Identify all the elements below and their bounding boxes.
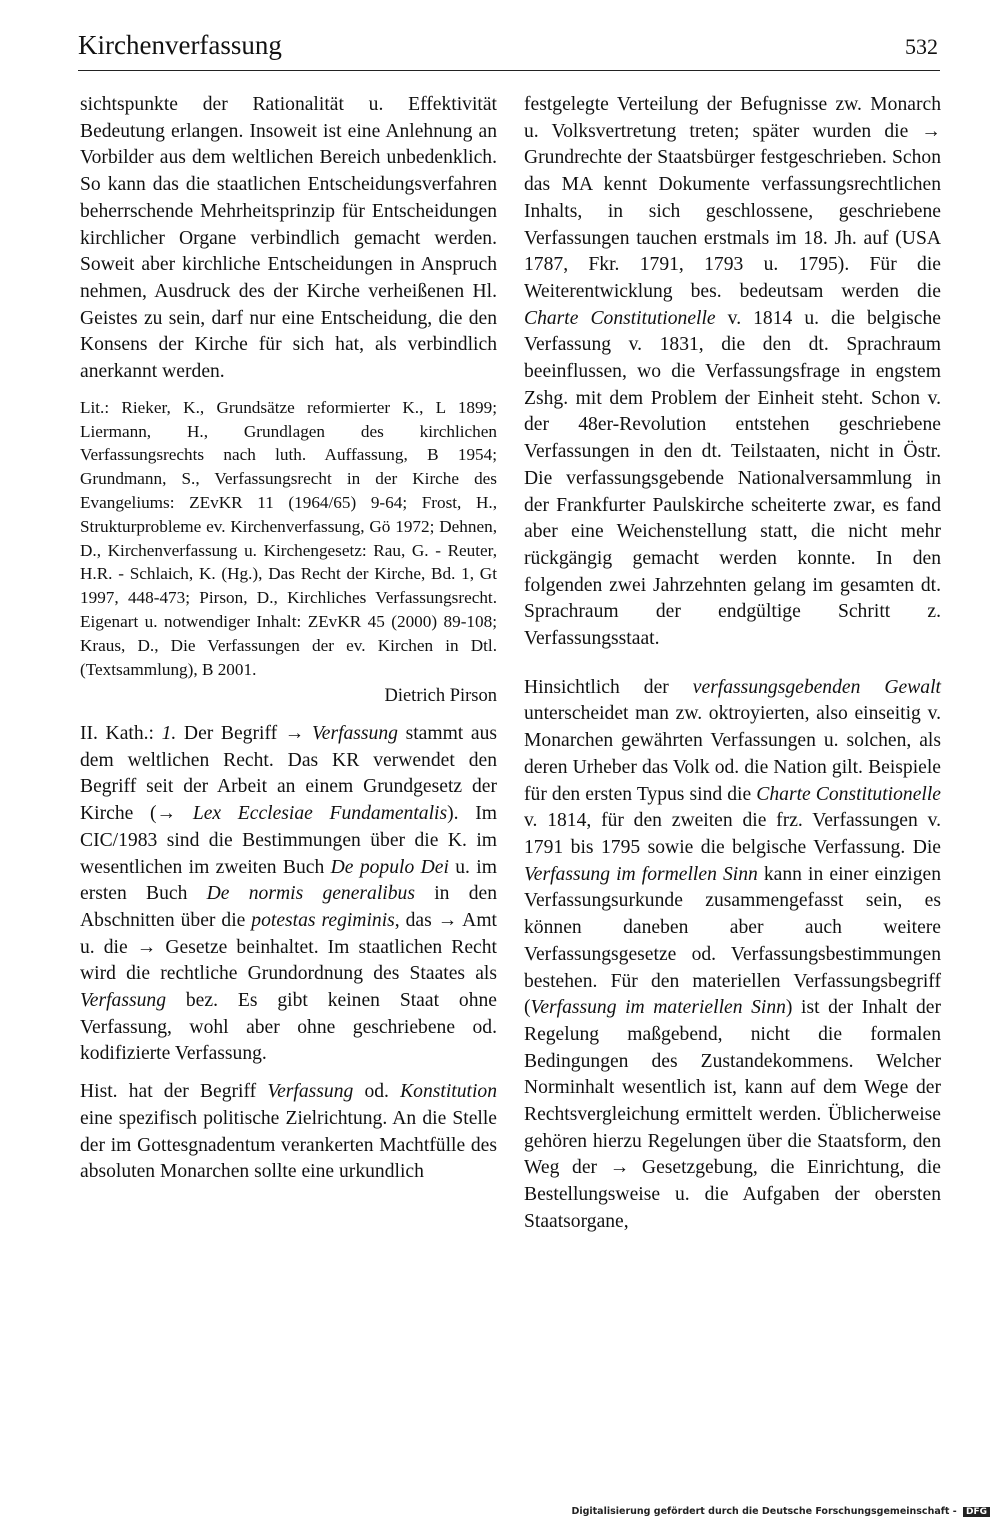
paragraph-history-continued: festgelegte Verteilung der Befugnisse zw. Monarch u. Volksvertretung treten; später wurden die → Grundrechte der Staatsbürger festgeschrieben. Schon das MA kennt Dokumente verfassungsrechtlichen Inhalts, in sich geschlossene, geschriebene Verfassungen tauchen erstmals im 18. Jh. auf (USA 1787, Fkr. 1791, 1793 u. 1795). Für die Weiterentwicklung bes. bedeutsam werden die Charte Constitutionelle v. 1814 u. die belgische Verfassung v. 1831, die den dt. Sprachraum beeinflussen, wo die Verfassungsfrage in engstem Zshg. mit dem Problem der Einheit steht. Schon v. der 48er-Revolution entstehen geschriebene Verfassungen in den dt. Teilstaaten, nicht in Östr. Die verfassungsgebende Nationalversammlung in der Frankfurter Paulskirche scheiterte zwar, es fand aber eine Weichenstellung statt, die nicht mehr rückgängig gemacht werden konnte. In den folgenden zwei Jahrzehnten gelang im gesamten dt. Sprachraum der endgültige Schritt z. Verfassungsstaat. xyxy=(524,94,941,650)
paragraph-constituent-power: Hinsichtlich der verfassungsgebenden Gewalt unterscheidet man zw. oktroyierten, also einseitig v. Monarchen gewährten Verfassungen u. solchen, als deren Urheber das Volk od. die Nation gilt. Beispiele für den ersten Typus sind die Charte Constitutionelle v. 1814, für den zweiten die frz. Verfassungen v. 1791 bis 1795 sowie die belgische Verfassung. Die Verfassung im formellen Sinn kann in einer einzigen Verfassungsurkunde zusammengefasst sein, es können daneben aber auch weitere Verfassungsgesetze od. Verfassungsbestimmungen bestehen. Für den materiellen Verfassungsbegriff (Verfassung im materiellen Sinn) ist der Inhalt der Regelung maßgebend, nicht die formalen Bedingungen des Zustandekommens. Welcher Norminhalt wesentlich ist, kann auf dem Wege der Rechtsvergleichung ermittelt werden. Üblicherweise gehören hierzu Regelungen über die Staatsform, den Weg der → Gesetzgebung, die Einrichtung, die Bestellungsweise u. die Aufgaben der obersten Staatsorgane, xyxy=(524,676,942,1232)
paragraph-kath-intro: II. Kath.: 1. Der Begriff → Verfassung stammt aus dem weltlichen Recht. Das KR verwendet den Begriff seit der Arbeit an einem Grundgesetz der Kirche (→ Lex Ecclesiae Fundamentalis). Im CIC/1983 sind die Bestimmungen über die K. im wesentlichen im zweiten Buch De populo Dei u. im ersten Buch De normis generalibus in den Abschnitten über die potestas regiminis, das → Amt u. die → Gesetze beinhaltet. Im staatlichen Recht wird die rechtliche Grundordnung des Staates als Verfassung bez. Es gibt keinen Staat ohne Verfassung, wohl aber ohne geschriebene od. kodifizierte Verfassung. xyxy=(80,723,498,1065)
footer-text: Digitalisierung gefördert durch die Deutsche Forschungsgemeinschaft - xyxy=(571,1506,957,1517)
running-title: Kirchenverfassung xyxy=(78,30,282,60)
author-signature: Dietrich Pirson xyxy=(384,686,497,707)
page-number: 532 xyxy=(905,34,938,59)
paragraph-history: Hist. hat der Begriff Verfassung od. Konstitution eine spezifisch politische Zielrichtung. An die Stelle der im Gottesgnadentum verankerten Machtfülle des absoluten Monarchen sollte eine urkundlich xyxy=(80,1081,497,1183)
right-column xyxy=(524,92,941,1236)
digitization-footer xyxy=(571,1506,990,1517)
left-column xyxy=(80,92,497,1186)
literature-list: Lit.: Rieker, K., Grundsätze reformierter K., L 1899; Liermann, H., Grundlagen des kirchlichen Verfassungsrechts nach luth. Auffassung, B 1954; Grundmann, S., Verfassungsrecht in der Kirche des Evangeliums: ZEvKR 11 (1964/65) 9-64; Frost, H., Strukturprobleme ev. Kirchenverfassung, Gö 1972; Dehnen, D., Kirchenverfassung u. Kirchengesetz: Rau, G. - Reuter, H.R. - Schlaich, K. (Hg.), Das Recht der Kirche, Bd. 1, Gt 1997, 448-473; Pirson, D., Kirchliches Verfassungsrecht. Eigenart u. notwendiger Inhalt: ZEvKR 45 (2000) 89-108; Kraus, D., Die Verfassungen der ev. Kirchen in Dtl. (Textsammlung), B 2001. xyxy=(80,397,497,679)
running-header xyxy=(78,30,940,71)
dfg-logo: DFG xyxy=(963,1507,990,1517)
paragraph-continuation: sichtspunkte der Rationalität u. Effektivität Bedeutung erlangen. Insoweit ist eine Anlehnung an Vorbilder aus dem weltlichen Bereich unbedenklich. So kann das die staatlichen Entscheidungsverfahren beherrschende Mehrheitsprinzip für Entscheidungen kirchlicher Organe verbindlich gemacht werden. Soweit aber kirchliche Entscheidungen in Anspruch nehmen, Ausdruck des der Kirche verheißenen Hl. Geistes zu sein, darf nur eine Entscheidung, die den Konsens der Kirche für sich hat, als verbindlich anerkannt werden. xyxy=(80,94,497,383)
